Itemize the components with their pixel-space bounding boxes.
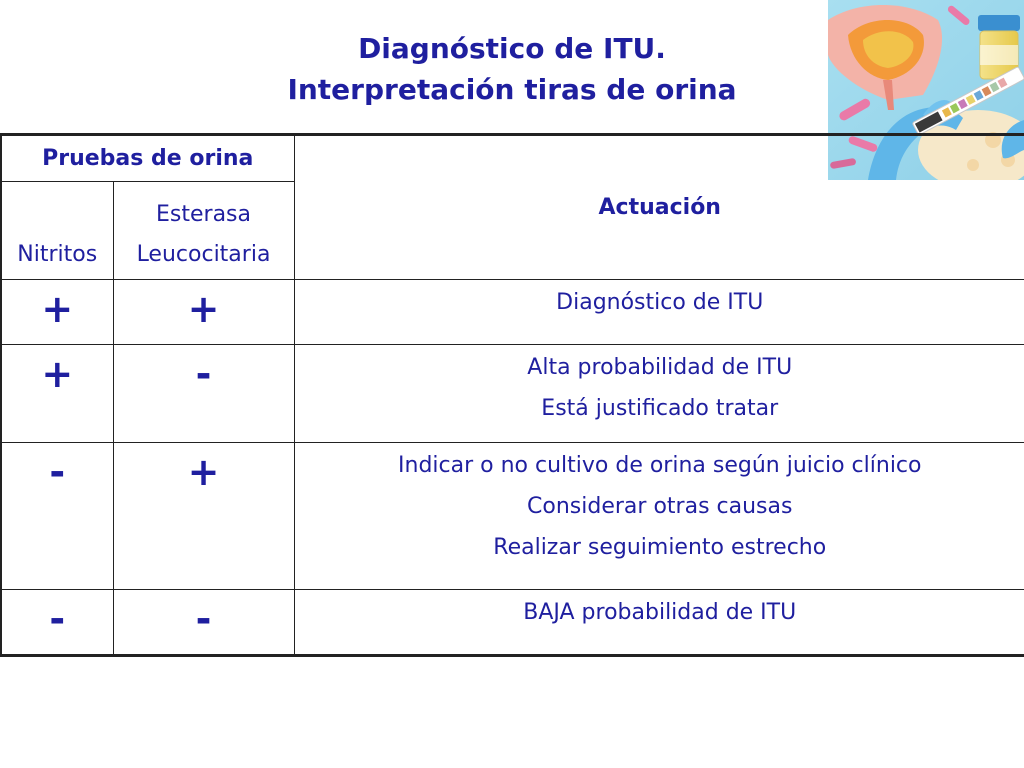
actuacion-line: Está justificado tratar <box>541 396 779 421</box>
nitritos-value: + <box>1 345 113 443</box>
actuacion-cell <box>294 345 1024 443</box>
nitritos-value: - <box>1 590 113 656</box>
title-line-2: Interpretación tiras de orina <box>287 73 737 106</box>
header-esterasa-line-2: Leucocitaria <box>136 242 271 267</box>
header-nitritos <box>1 182 113 280</box>
actuacion-line: Alta probabilidad de ITU <box>527 355 793 380</box>
table-row <box>1 443 1024 590</box>
esterasa-value: - <box>113 345 294 443</box>
esterasa-value: + <box>113 280 294 345</box>
table-row <box>1 590 1024 656</box>
actuacion-line: BAJA probabilidad de ITU <box>523 600 797 625</box>
actuacion-cell <box>294 280 1024 345</box>
header-esterasa <box>113 182 294 280</box>
actuacion-line: Considerar otras causas <box>527 494 793 519</box>
table-row <box>1 345 1024 443</box>
title-line-1: Diagnóstico de ITU. <box>358 32 666 65</box>
header-nitritos-label: Nitritos <box>17 242 98 267</box>
group-header-pruebas: Pruebas de orina <box>1 135 294 182</box>
header-esterasa-line-1: Esterasa <box>156 202 251 227</box>
header-actuacion: Actuación <box>294 135 1024 280</box>
esterasa-value: + <box>113 443 294 590</box>
urine-test-table <box>0 133 1024 657</box>
actuacion-cell <box>294 590 1024 656</box>
actuacion-line: Diagnóstico de ITU <box>556 290 764 315</box>
esterasa-value: - <box>113 590 294 656</box>
nitritos-value: + <box>1 280 113 345</box>
actuacion-line: Indicar o no cultivo de orina según juicio clínico <box>398 453 922 478</box>
actuacion-cell <box>294 443 1024 590</box>
actuacion-line: Realizar seguimiento estrecho <box>493 535 827 560</box>
table-row <box>1 280 1024 345</box>
nitritos-value: - <box>1 443 113 590</box>
